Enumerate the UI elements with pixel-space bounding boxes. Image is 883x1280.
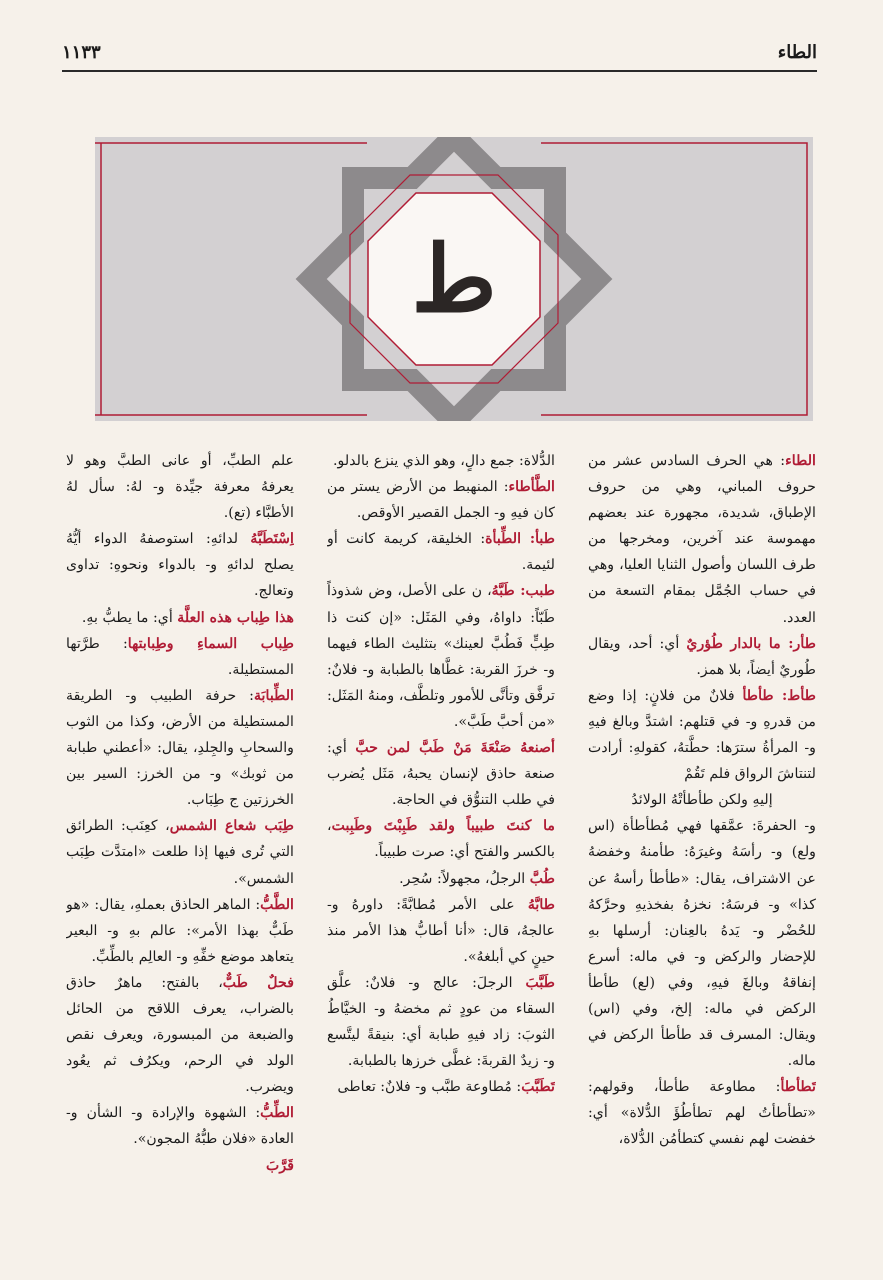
entry-headword: اِسْتَطَبَّهُ xyxy=(250,531,294,548)
column-left xyxy=(66,448,294,1248)
entry-headword: الطَّبُّ xyxy=(260,896,294,913)
dictionary-entry xyxy=(66,970,294,1100)
entry-headword: ما كنتَ طبيباً ولقد طَبِبْتَ وطَبِبت xyxy=(331,818,555,835)
column-right xyxy=(588,448,816,1248)
entry-headword: الطِّبُّ xyxy=(260,1105,294,1122)
dictionary-entry xyxy=(66,448,294,526)
dictionary-entry xyxy=(66,892,294,970)
dictionary-entry xyxy=(66,526,294,604)
entry-definition: : الماهر الحاذق بعملهِ، يقال: «هو طَبٌّ بهذا الأمر»: عالم بهِ و- البعير يتعاهد موضع خفِّهِ و- العالِم بالطِّبِّ. xyxy=(66,896,294,965)
dictionary-entry xyxy=(66,605,294,631)
entry-definition: و- الحفرةَ: عمَّقها فهي مُطأطأة (اس ولع) و- رأسَهُ وغيرَهُ: طأمنهُ وخفضهُ عن الاشتراف، يقال: «طأطأ رأسهُ عن كذا» و- فرسَهُ: نخزهُ بفخذيهِ وحرَّكهُ للحُضْر و- يَدهُ بالعِنان: أرسلها بهِ للإحضار والركض و- في ماله: أسرع إنفاقهُ وبالغَ فيهِ، وفي (لع) طأطأ الركض في ماله: إلخ، وفي (اس) ويقال: المسرف قد طأطأ الركض في ماله. xyxy=(588,818,816,1070)
entry-headword: تَطَبَّبَ xyxy=(521,1079,555,1096)
entry-definition: : الشهوة والإرادة و- الشأن و- العادة «فلان طبُّهُ المجون». xyxy=(66,1105,294,1148)
dictionary-entry xyxy=(327,474,555,526)
entry-definition: لدائهِ: استوصفهُ الدواء أيُّهُ يصلح لدائهِ و- بالدواء ونحوهِ: تداوى وتعالج. xyxy=(66,531,294,600)
dictionary-entry xyxy=(588,683,816,787)
entry-headword: طأر: ما بالدار طُؤريٌ xyxy=(686,635,816,652)
running-title: الطاء xyxy=(777,42,817,63)
dictionary-entry xyxy=(588,448,816,631)
banner-letter: ط xyxy=(411,225,497,333)
entry-headword: طِباب السماءِ وطِبابتها xyxy=(127,635,294,652)
dictionary-entry xyxy=(327,448,555,474)
entry-definition: : مطاوعة طأطأ، وقولهم: «تطأطأتُ لهم تطأطُؤَ الدُّلاة» أي: خفضت لهم نفسي كتطأمُن الدُّلاة، xyxy=(588,1079,816,1148)
entry-headword: تَطأطأ xyxy=(780,1079,816,1096)
dictionary-entry xyxy=(327,813,555,865)
dictionary-entry xyxy=(327,1074,555,1100)
dictionary-entry xyxy=(588,631,816,683)
banner-ornament xyxy=(95,137,813,421)
entry-headword: طأط: طأطأ xyxy=(742,687,816,704)
entry-definition: : طرَّتها المستطيلة. xyxy=(66,635,294,678)
entry-headword: طَبَّبَ xyxy=(525,974,555,991)
letter-banner xyxy=(95,137,813,421)
entry-definition: فلانٌ من فلانٍ: إذا وضع من قدرهِ و- في قتلهم: اشتدَّ وبالغ فيهِ و- المرأةُ سترَها: حطَّتهُ، كقولهِ: أرادت لتنتاشَ الرواق فلم تَقُمْ xyxy=(588,687,816,783)
entry-headword: فحلٌ طَبٌّ xyxy=(222,974,294,991)
dictionary-entry xyxy=(66,1153,294,1179)
dictionary-entry xyxy=(588,813,816,1074)
entry-definition: : مُطاوعة طبَّب و- فلانٌ: تعاطى xyxy=(337,1079,522,1096)
dictionary-entry xyxy=(66,631,294,683)
entry-headword: هذا طِباب هذه العلَّة xyxy=(177,609,294,626)
entry-definition: الرجلَ: عالج و- فلانٌ: علَّق السقاء من عودٍ ثم مخضهُ و- الخيَّاطُ الثوبَ: زاد فيهِ طبابة أي: بنيقةً ليتَّسع و- زيدٌ القربةَ: غطَّى خرزها بالطبابة. xyxy=(327,974,555,1070)
entry-definition: على الأمر مُطابَّةً: داورهُ و- عالجهُ، قال: «أنا أطابُّ هذا الأمر منذ حينٍ كي أبلغهُ». xyxy=(327,896,555,965)
entry-headword: أصنعهُ صَنْعَةَ مَنْ طَبَّ لمن حبَّ xyxy=(355,740,555,757)
entry-headword: طبأ: الطِّبأة xyxy=(485,531,555,548)
entry-definition: علم الطبِّ، أو عانى الطبَّ وهو لا يعرفهُ معرفة جيِّدة و- لهُ: سأل لهُ الأطبَّاء (تع). xyxy=(66,453,294,522)
entry-definition: ، بالكسر والفتح أي: صرت طبيباً. xyxy=(327,818,555,861)
entry-definition: أي: ما يطبُّ بهِ. xyxy=(81,609,178,626)
dictionary-entry xyxy=(327,892,555,970)
entry-definition: أي: صنعة حاذق لإنسان يحبهُ، مَثَل يُضرب في طلب التنوُّق في الحاجة. xyxy=(327,740,555,809)
column-middle xyxy=(327,448,555,1248)
entry-definition: الرجلُ، مجهولاً: سُحِر. xyxy=(399,870,530,887)
dictionary-entry xyxy=(327,970,555,1074)
entry-definition: أي: أحد، ويقال طُوريٌ أيضاً، بلا همز. xyxy=(588,635,816,678)
dictionary-entry xyxy=(327,866,555,892)
dictionary-entry xyxy=(327,735,555,813)
entry-definition: : هي الحرف السادس عشر من حروف المباني، وهي من حروف الإطباق، شديدة، مجهورة عند بعضهم مهموسة عند آخرين، ومخرجها من طرف اللسان وأصول الثنايا العليا، وهي في حساب الجُمَّل بمقام التسعة من العدد. xyxy=(588,453,816,626)
entry-definition: : الخليقة، كريمة كانت أو لئيمة. xyxy=(327,531,555,574)
dictionary-entry xyxy=(327,526,555,578)
verse-line: إليهِ ولكن طأطأتْهُ الولائدُ xyxy=(631,792,773,809)
dictionary-columns xyxy=(62,448,816,1248)
page-number: ١١٣٣ xyxy=(62,42,101,63)
entry-headword: طِبَب شعاع الشمس xyxy=(169,818,294,835)
dictionary-entry xyxy=(66,683,294,813)
entry-headword: الطَّأطاء xyxy=(508,479,555,496)
page-header xyxy=(62,40,817,72)
entry-definition: ، كعِنَب: الطرائق التي تُرى فيها إذا طلعت «امتدَّت طِبَب الشمس». xyxy=(66,818,294,887)
entry-headword: قَرَّبَ xyxy=(266,1157,294,1174)
dictionary-entry xyxy=(588,1074,816,1152)
entry-headword: طُبَّ xyxy=(529,870,555,887)
entry-headword: طبب: طَبَّهُ xyxy=(491,583,555,600)
dictionary-entry xyxy=(66,1100,294,1152)
entry-definition: : حرفة الطبيب و- الطريقة المستطيلة من الأرض، وكذا من الثوب والسحابِ والجِلدِ، يقال: «أعطني طبابة من ثوبك» و- من الخرز: السير بين الخرزتين ج طِبَاب. xyxy=(66,687,294,809)
entry-headword: الطاء xyxy=(785,453,816,469)
entry-definition: ، ن على الأصل، وض شذوذاً طَبّاً: داواهُ، وفي المَثَل: «إن كنت ذا طِبٍّ فَطُبَّ لعينك» بتثليث الطاء فيهما و- خرزَ القربة: غطَّاها بالطبابة و- فلانٌ: ترفَّق وتأنَّى للأمور وتلطَّف، ومنهُ المَثَل: «من أحبَّ طَبَّ». xyxy=(327,583,555,730)
entry-definition: : المنهبط من الأرض يستر من كان فيهِ و- الجمل القصير الأوقص. xyxy=(327,479,555,522)
entry-definition: الدُّلاة: جمع دالٍ، وهو الذي ينزع بالدلو. xyxy=(333,453,555,469)
dictionary-entry xyxy=(66,813,294,891)
entry-headword: طابَّهُ xyxy=(527,896,555,913)
dictionary-entry xyxy=(327,578,555,735)
entry-headword: الطِّبابَة xyxy=(253,687,294,704)
entry-definition: ، بالفتح: ماهرٌ حاذق بالضراب، يعرف اللاقح من الحائل والضبعة من المبسورة، ويعرف نقص الولد في الرحم، ويكرُف ثم يعُود ويضرب. xyxy=(66,974,294,1096)
